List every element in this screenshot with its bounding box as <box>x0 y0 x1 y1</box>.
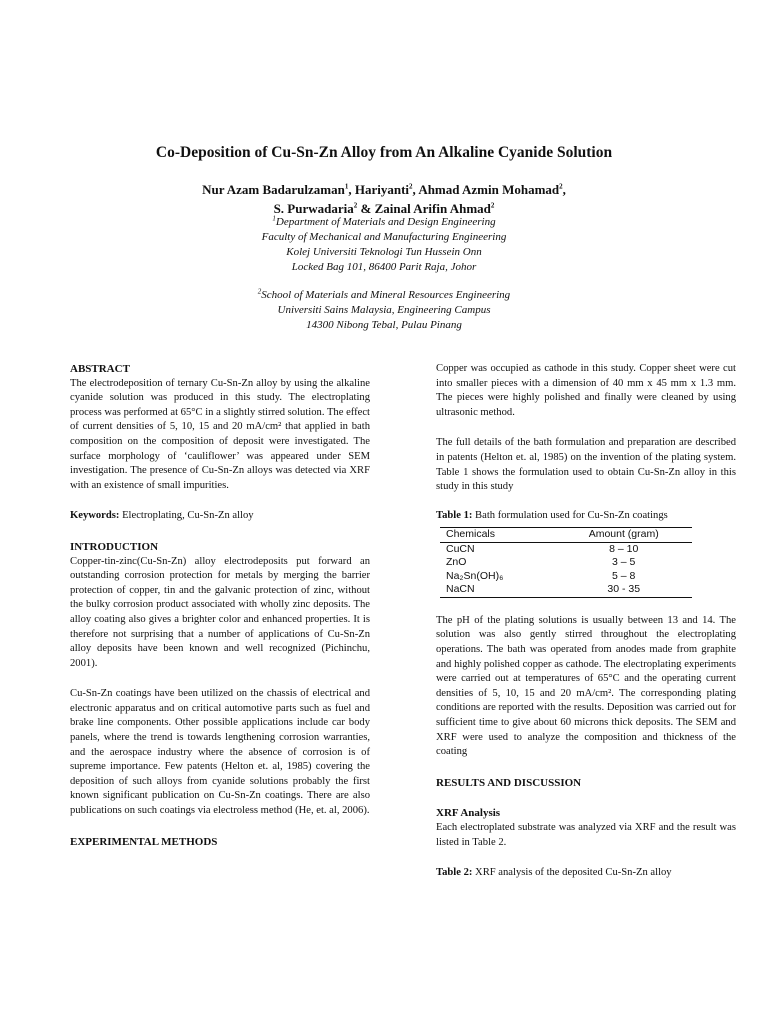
affiliation-line <box>0 288 768 303</box>
table-cell: 5 – 8 <box>612 569 636 582</box>
table1-caption <box>436 509 736 524</box>
table-cell: 3 – 5 <box>612 556 636 569</box>
table-cell: NaCN <box>446 583 475 596</box>
affiliation-2 <box>0 288 768 333</box>
affiliation-line: Kolej Universiti Teknologi Tun Hussein Onn <box>286 246 482 258</box>
affiliation-line: 14300 Nibong Tebal, Pulau Pinang <box>306 319 462 331</box>
author-name: Nur Azam Badarulzaman <box>202 182 345 197</box>
author-name: Hariyanti <box>354 182 410 197</box>
affiliation-text: School of Materials and Mineral Resources Engineering <box>261 289 511 301</box>
methods-paragraph-3: The pH of the plating solutions is usually between 13 and 14. The solution was also gently stirred throughout the electroplating operations. The bath was operated from anodes made from graphite and highly polished copper as cathode. The electroplating experiments were carried out at temperatures of 65°C and the operating current densities of 5, 10, 15 and 20 mA/cm². The corresponding plating conditions are reported with the results. Deposition was carried out for sufficient time to give about 60 microns thick deposits. The SEM and XRF were used to analyze the composition and thickness of the coating <box>436 614 736 758</box>
table-row <box>440 556 692 570</box>
table-cell: CuCN <box>446 542 475 555</box>
table-header-row <box>440 528 692 543</box>
table2-caption <box>436 866 736 881</box>
author-affil-mark: 2 <box>409 182 413 191</box>
affiliation-line: Faculty of Mechanical and Manufacturing Engineering <box>261 231 507 243</box>
author-separator: & <box>357 201 375 216</box>
affiliation-line: Universiti Sains Malaysia, Engineering Campus <box>277 304 491 316</box>
affiliation-text: Department of Materials and Design Engineering <box>275 216 496 228</box>
introduction-paragraph-1: Copper-tin-zinc(Cu-Sn-Zn) alloy electrodeposits put forward an outstanding corrosion protection for metals by merging the barrier protection of copper, tin and the galvanic protection of zinc, without the bulky corrosion product associated with wholly zinc deposits. The alloy coating also gives a brighter color and enhanced properties. It is therefore not surprising that a number of applications of Cu-Sn-Zn alloy deposits have been known and well recognized (Pichinchu, 2001). <box>70 555 370 669</box>
methods-paragraph-1: Copper was occupied as cathode in this study. Copper sheet were cut into smaller pieces with a dimension of 40 mm x 45 mm x 1.3 mm. The pieces were highly polished and finally were cleaned by using ultrasonic method. <box>436 363 736 418</box>
affiliation-mark: 2 <box>257 287 262 296</box>
left-column <box>70 362 370 849</box>
table-cell: 8 – 10 <box>609 542 639 555</box>
keywords <box>70 509 370 524</box>
table-cell: 30 - 35 <box>607 583 641 596</box>
affiliation-1 <box>0 215 768 275</box>
table-row <box>440 542 692 556</box>
table1-label: Table 1: <box>436 509 473 521</box>
introduction-paragraph-2: Cu-Sn-Zn coatings have been utilized on the chassis of electrical and electronic apparatus and on critical automotive parts such as fuel and brake line components. Other possible applications include car body panels, where the trend is towards lengthening corrosion warranties, and the aerospace industry where the absence of corrosion is of supreme importance. Few patents (Helton et. al, 1985) covering the deposition of such alloys from cyanide solutions probably the first known significant publication on Cu-Sn-Zn coatings. There are also publications on such coatings via electroless method (He, et. al, 2006). <box>70 688 370 817</box>
xrf-heading: XRF Analysis <box>436 807 501 820</box>
abstract-heading: ABSTRACT <box>70 363 130 375</box>
author-separator: , <box>412 182 419 197</box>
author-name: Ahmad Azmin Mohamad <box>418 182 560 197</box>
affiliation-line <box>0 215 768 230</box>
table-header-cell: Amount (gram) <box>588 528 659 541</box>
table-cell: Na₂Sn(OH)₆ <box>446 569 504 582</box>
methods-heading: EXPERIMENTAL METHODS <box>70 835 218 848</box>
results-heading: RESULTS AND DISCUSSION <box>436 776 582 789</box>
abstract-text: The electrodeposition of ternary Cu-Sn-Zn alloy by using the alkaline cyanide solution was produced in this study. The electroplating process was performed at 65°C in a slightly stirred solution. The effect of current densities of 5, 10, 15 and 20 mA/cm² that applied in bath composition on the composition of deposit were investigated. The surface morphology of ‘cauliflower’ was appeared under SEM investigation. The presence of Cu-Sn-Zn alloys was detected via XRF with an existence of small impurities. <box>70 377 370 491</box>
table-row <box>440 570 692 584</box>
bath-formulation-table <box>440 527 692 598</box>
author-affil-mark: 2 <box>353 201 358 210</box>
author-separator: , <box>348 182 355 197</box>
author-affil-mark: 2 <box>490 201 495 210</box>
author-name: Zainal Arifin Ahmad <box>374 201 491 216</box>
right-column <box>436 362 736 881</box>
introduction-heading: INTRODUCTION <box>70 540 159 553</box>
table1-caption-text: Bath formulation used for Cu-Sn-Zn coatings <box>472 509 668 521</box>
author-name: S. Purwadaria <box>273 201 354 216</box>
table2-label: Table 2: <box>436 867 473 879</box>
author-list <box>0 180 768 218</box>
table2-caption-text: XRF analysis of the deposited Cu-Sn-Zn alloy <box>472 867 672 879</box>
author-line-1 <box>0 180 768 199</box>
author-affil-mark: 1 <box>344 182 349 191</box>
affiliation-mark: 1 <box>272 214 276 223</box>
methods-paragraph-2: The full details of the bath formulation and preparation are described in patents (Helton et. al, 1985) on the invention of the plating system. Table 1 shows the formulation used to obtain Cu-Sn-Zn alloy in this study in this study <box>436 437 736 493</box>
author-separator: , <box>562 182 566 197</box>
author-affil-mark: 2 <box>559 182 563 191</box>
keywords-label: Keywords: <box>70 510 120 522</box>
table-header-cell: Chemicals <box>446 528 496 541</box>
table-row <box>440 583 692 597</box>
paper-title: Co-Deposition of Cu-Sn-Zn Alloy from An Alkaline Cyanide Solution <box>155 144 613 161</box>
affiliation-line: Locked Bag 101, 86400 Parit Raja, Johor <box>291 261 477 273</box>
xrf-paragraph: Each electroplated substrate was analyzed via XRF and the result was listed in Table 2. <box>436 821 736 848</box>
table-cell: ZnO <box>446 556 467 569</box>
keywords-text: Electroplating, Cu-Sn-Zn alloy <box>119 510 254 522</box>
